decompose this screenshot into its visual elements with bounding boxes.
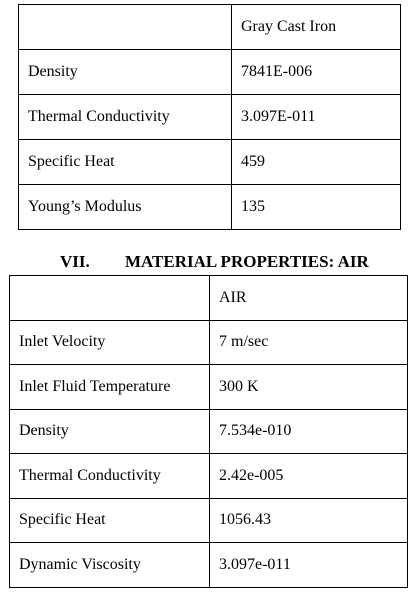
property-name-cell: Specific Heat — [19, 140, 232, 185]
table-row — [19, 140, 401, 185]
section-heading — [60, 252, 369, 272]
section-title: MATERIAL PROPERTIES: AIR — [125, 252, 369, 271]
table-row — [10, 365, 408, 410]
table-header-row — [10, 276, 408, 321]
property-value-cell: 3.097e-011 — [210, 543, 408, 588]
table-row — [10, 498, 408, 543]
property-name-cell: Inlet Fluid Temperature — [10, 365, 210, 410]
table-row — [10, 543, 408, 588]
table-row — [19, 95, 401, 140]
property-value-cell: 2.42e-005 — [210, 454, 408, 499]
section-number: VII. — [60, 252, 90, 271]
header-cell-material: Gray Cast Iron — [232, 5, 401, 50]
table-header-row — [19, 5, 401, 50]
table-row — [10, 454, 408, 499]
air-properties-table — [9, 275, 408, 588]
header-cell-empty — [10, 276, 210, 321]
property-value-cell: 1056.43 — [210, 498, 408, 543]
property-name-cell: Young’s Modulus — [19, 185, 232, 230]
property-name-cell: Inlet Velocity — [10, 320, 210, 365]
property-value-cell: 7 m/sec — [210, 320, 408, 365]
property-value-cell: 300 K — [210, 365, 408, 410]
table-row — [19, 185, 401, 230]
property-value-cell: 459 — [232, 140, 401, 185]
table-row — [19, 50, 401, 95]
property-value-cell: 3.097E-011 — [232, 95, 401, 140]
property-name-cell: Thermal Conductivity — [19, 95, 232, 140]
property-name-cell: Dynamic Viscosity — [10, 543, 210, 588]
property-value-cell: 7841E-006 — [232, 50, 401, 95]
header-cell-material: AIR — [210, 276, 408, 321]
header-cell-empty — [19, 5, 232, 50]
table-row — [10, 320, 408, 365]
cast-iron-properties-table — [18, 4, 401, 230]
property-name-cell: Thermal Conductivity — [10, 454, 210, 499]
property-value-cell: 135 — [232, 185, 401, 230]
table-row — [10, 409, 408, 454]
property-name-cell: Specific Heat — [10, 498, 210, 543]
property-value-cell: 7.534e-010 — [210, 409, 408, 454]
property-name-cell: Density — [10, 409, 210, 454]
property-name-cell: Density — [19, 50, 232, 95]
